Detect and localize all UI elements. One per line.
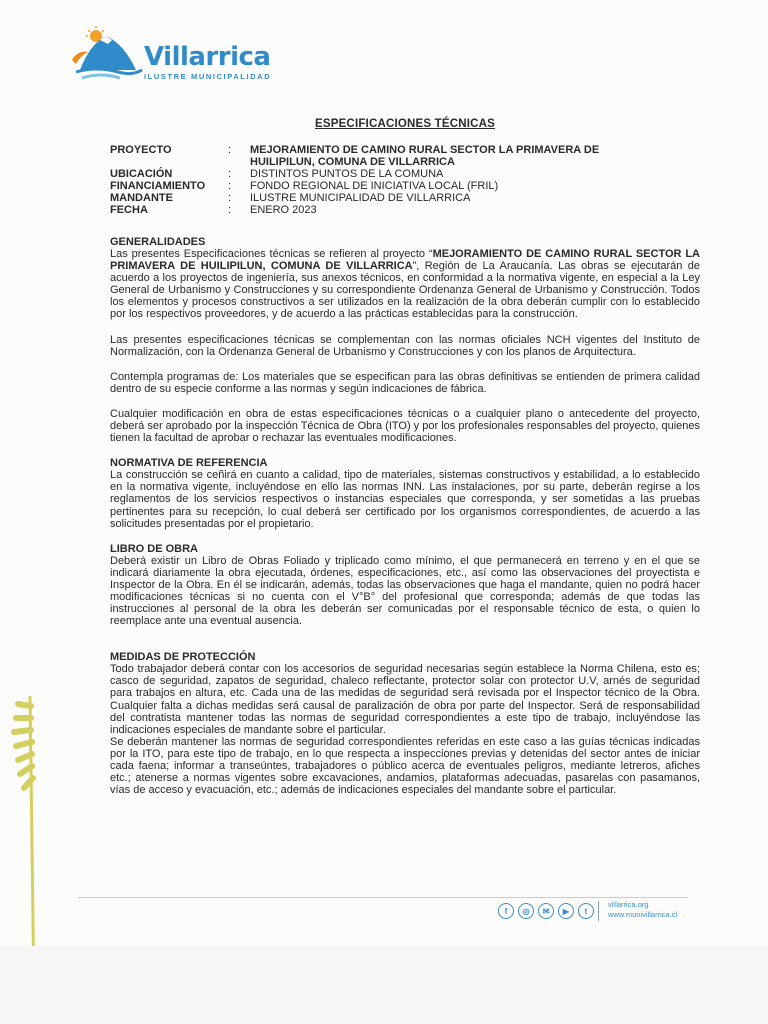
section-heading: LIBRO DE OBRA [110,542,198,555]
instagram-icon[interactable]: ◎ [518,903,534,919]
paragraph: La construcción se ceñirá en cuanto a calidad, tipo de materiales, sistemas constructivos y estabilidad, a lo establecido en la normativa vigente, incluyéndose en ello las normas INN. Las instalaciones, por su parte, deberán regirse a los reglamentos de los servicios respectivos o instancias especiales que corresponda, y ser sometidas a las pruebas pertinentes para su recepción, lo cual deberá ser certificado por los organismos correspondientes, de acuerdo a las solicitudes presentadas por el propietario. [110,469,700,530]
section-heading: MEDIDAS DE PROTECCIÓN [110,651,256,664]
social-links [498,903,594,919]
email-icon[interactable]: ✉ [538,903,554,919]
paragraph: Todo trabajador deberá contar con los accesorios de seguridad necesarias según establece la Norma Chilena, esto es; casco de seguridad, zapatos de seguridad, chaleco reflectante, protector solar con protector U.V, arnés de seguridad para trabajos en altura, etc. Cada una de las medidas de seguridad será revisada por el Inspector técnico de la Obra. Cualquier falta a dichas medidas será causal de paralización de obra por parte del Inspector. Será de responsabilidad del contratista mantener todas las normas de seguridad correspondientes a este tipo de trabajo, incluyéndose las indicaciones especiales de mandante sobre el particular. [110,663,700,736]
footer-links [608,900,677,920]
meta-colon: : [228,144,232,156]
footer-link-org[interactable]: villarrica.org [608,900,649,909]
meta-label: UBICACIÓN [110,168,173,180]
meta-label: PROYECTO [110,144,172,156]
logo-subtitle: ILUSTRE MUNICIPALIDAD [144,72,272,81]
meta-value: FONDO REGIONAL DE INICIATIVA LOCAL (FRIL) [250,180,499,192]
municipality-logo [66,26,276,86]
meta-label: MANDANTE [110,192,173,204]
paragraph: Contempla programas de: Los materiales que se especifican para las obras definitivas se entienden de primera calidad dentro de su especie conforme a las normas y según indicaciones de fábrica. [110,370,700,395]
section-heading: GENERALIDADES [110,236,206,248]
footer-separator [598,901,599,921]
facebook-icon[interactable]: f [498,903,514,919]
page-bottom-margin [0,946,768,1024]
document-body [110,118,700,796]
meta-colon: : [228,168,232,180]
meta-colon: : [228,204,232,216]
meta-row-mandante [110,192,700,204]
meta-value: ILUSTRE MUNICIPALIDAD DE VILLARRICA [250,192,471,204]
paragraph: Las presentes Especificaciones técnicas se refieren al proyecto “MEJORAMIENTO DE CAMINO RURAL SECTOR LA PRIMAVERA DE HUILIPILUN, COMUNA DE VILLARRICA”, Región de La Araucanía. Las obras se ejecutarán de acuerdo a los proyectos de ingeniería, sus anexos técnicos, en conformidad a la normativa vigente, en especial a la Ley General de Urbanismo y Construcciones y su correspondiente Ordenanza General de Urbanismo y Construcción. Todos los elementos y procesos constructivos a ser utilizados en la realización de la obra deberán cumplir con lo establecido por los respectivos proveedores, y de acuerdo a las prácticas establecidas para la construcción. [110,248,700,321]
section-libro-de-obra [110,543,700,628]
section-medidas [110,651,700,796]
twitter-icon[interactable]: t [578,903,594,919]
meta-row-financiamiento [110,180,700,192]
section-generalidades [110,236,700,444]
meta-value: DISTINTOS PUNTOS DE LA COMUNA [250,168,444,180]
footer-link-web[interactable]: www.munivillarrica.cl [608,910,678,919]
meta-value: MEJORAMIENTO DE CAMINO RURAL SECTOR LA PRIMAVERA DE [250,144,600,156]
paragraph: Deberá existir un Libro de Obras Foliado y triplicado como mínimo, el que permanecerá en terreno y en el que se indicará diariamente la obra ejecutada, órdenes, especificaciones, etc., así como las observaciones del proyectista e Inspector de la Obra. En él se indicarán, además, todas las observaciones que haga el mandante, quien no podrá hacer modificaciones técnicas si no cuenta con el V°B° del profesional que corresponda; además de que todas las instrucciones al personal de la obra les deberán ser comunicadas por el responsable técnico de esta, o quien lo reemplace ante una eventual ausencia. [110,554,700,628]
section-normativa [110,457,700,529]
volcano-logo-icon [66,26,146,82]
meta-row-proyecto-cont [110,156,700,168]
footer-divider [78,897,688,898]
meta-value: ENERO 2023 [250,204,317,216]
section-heading: NORMATIVA DE REFERENCIA [110,457,268,470]
meta-label: FECHA [110,204,148,216]
meta-label: FINANCIAMIENTO [110,180,206,192]
meta-row-ubicacion [110,168,700,180]
paragraph: Se deberán mantener las normas de seguridad correspondientes referidas en este caso a las guías técnicas indicadas por la ITO, para este tipo de trabajo, en lo que respecta a inspecciones previas y detenidas del sector antes de iniciar cada faena; informar a transeúntes, trabajadores o público acerca de eventuales peligros, mediante letreros, afiches etc.; atenerse a normas vigentes sobre excavaciones, andamios, plataformas adecuadas, pasarelas con pasamanos, vías de acceso y evacuación, etc.; además de indicaciones especiales del mandante sobre el particular. [110,735,700,797]
logo-wordmark: Villarrica [144,42,271,72]
document-title: ESPECIFICACIONES TÉCNICAS [314,118,496,130]
meta-colon: : [228,192,232,204]
meta-row-fecha [110,204,700,216]
meta-colon: : [228,180,232,192]
project-name-bold: MEJORAMIENTO DE CAMINO RURAL SECTOR LA PRIMAVERA DE HUILIPILUN, COMUNA DE VILLARRICA [110,248,700,273]
paragraph: Las presentes especificaciones técnicas se complementan con las normas oficiales NCH vigentes del Instituto de Normalización, con la Ordenanza General de Urbanismo y Construcciones y con los planos de Arquitectura. [110,333,700,358]
meta-value-cont: HUILIPILUN, COMUNA DE VILLARRICA [250,156,455,168]
youtube-icon[interactable]: ▶ [558,903,574,919]
meta-row-proyecto [110,144,700,156]
paragraph: Cualquier modificación en obra de estas especificaciones técnicas o a cualquier plano o antecedente del proyecto, deberá ser aprobado por la inspección Técnica de Obra (ITO) y por los profesionales responsables del proyecto, quienes tienen la facultad de aprobar o rechazar las eventuales modificaciones. [110,407,700,445]
project-metadata [110,144,700,216]
